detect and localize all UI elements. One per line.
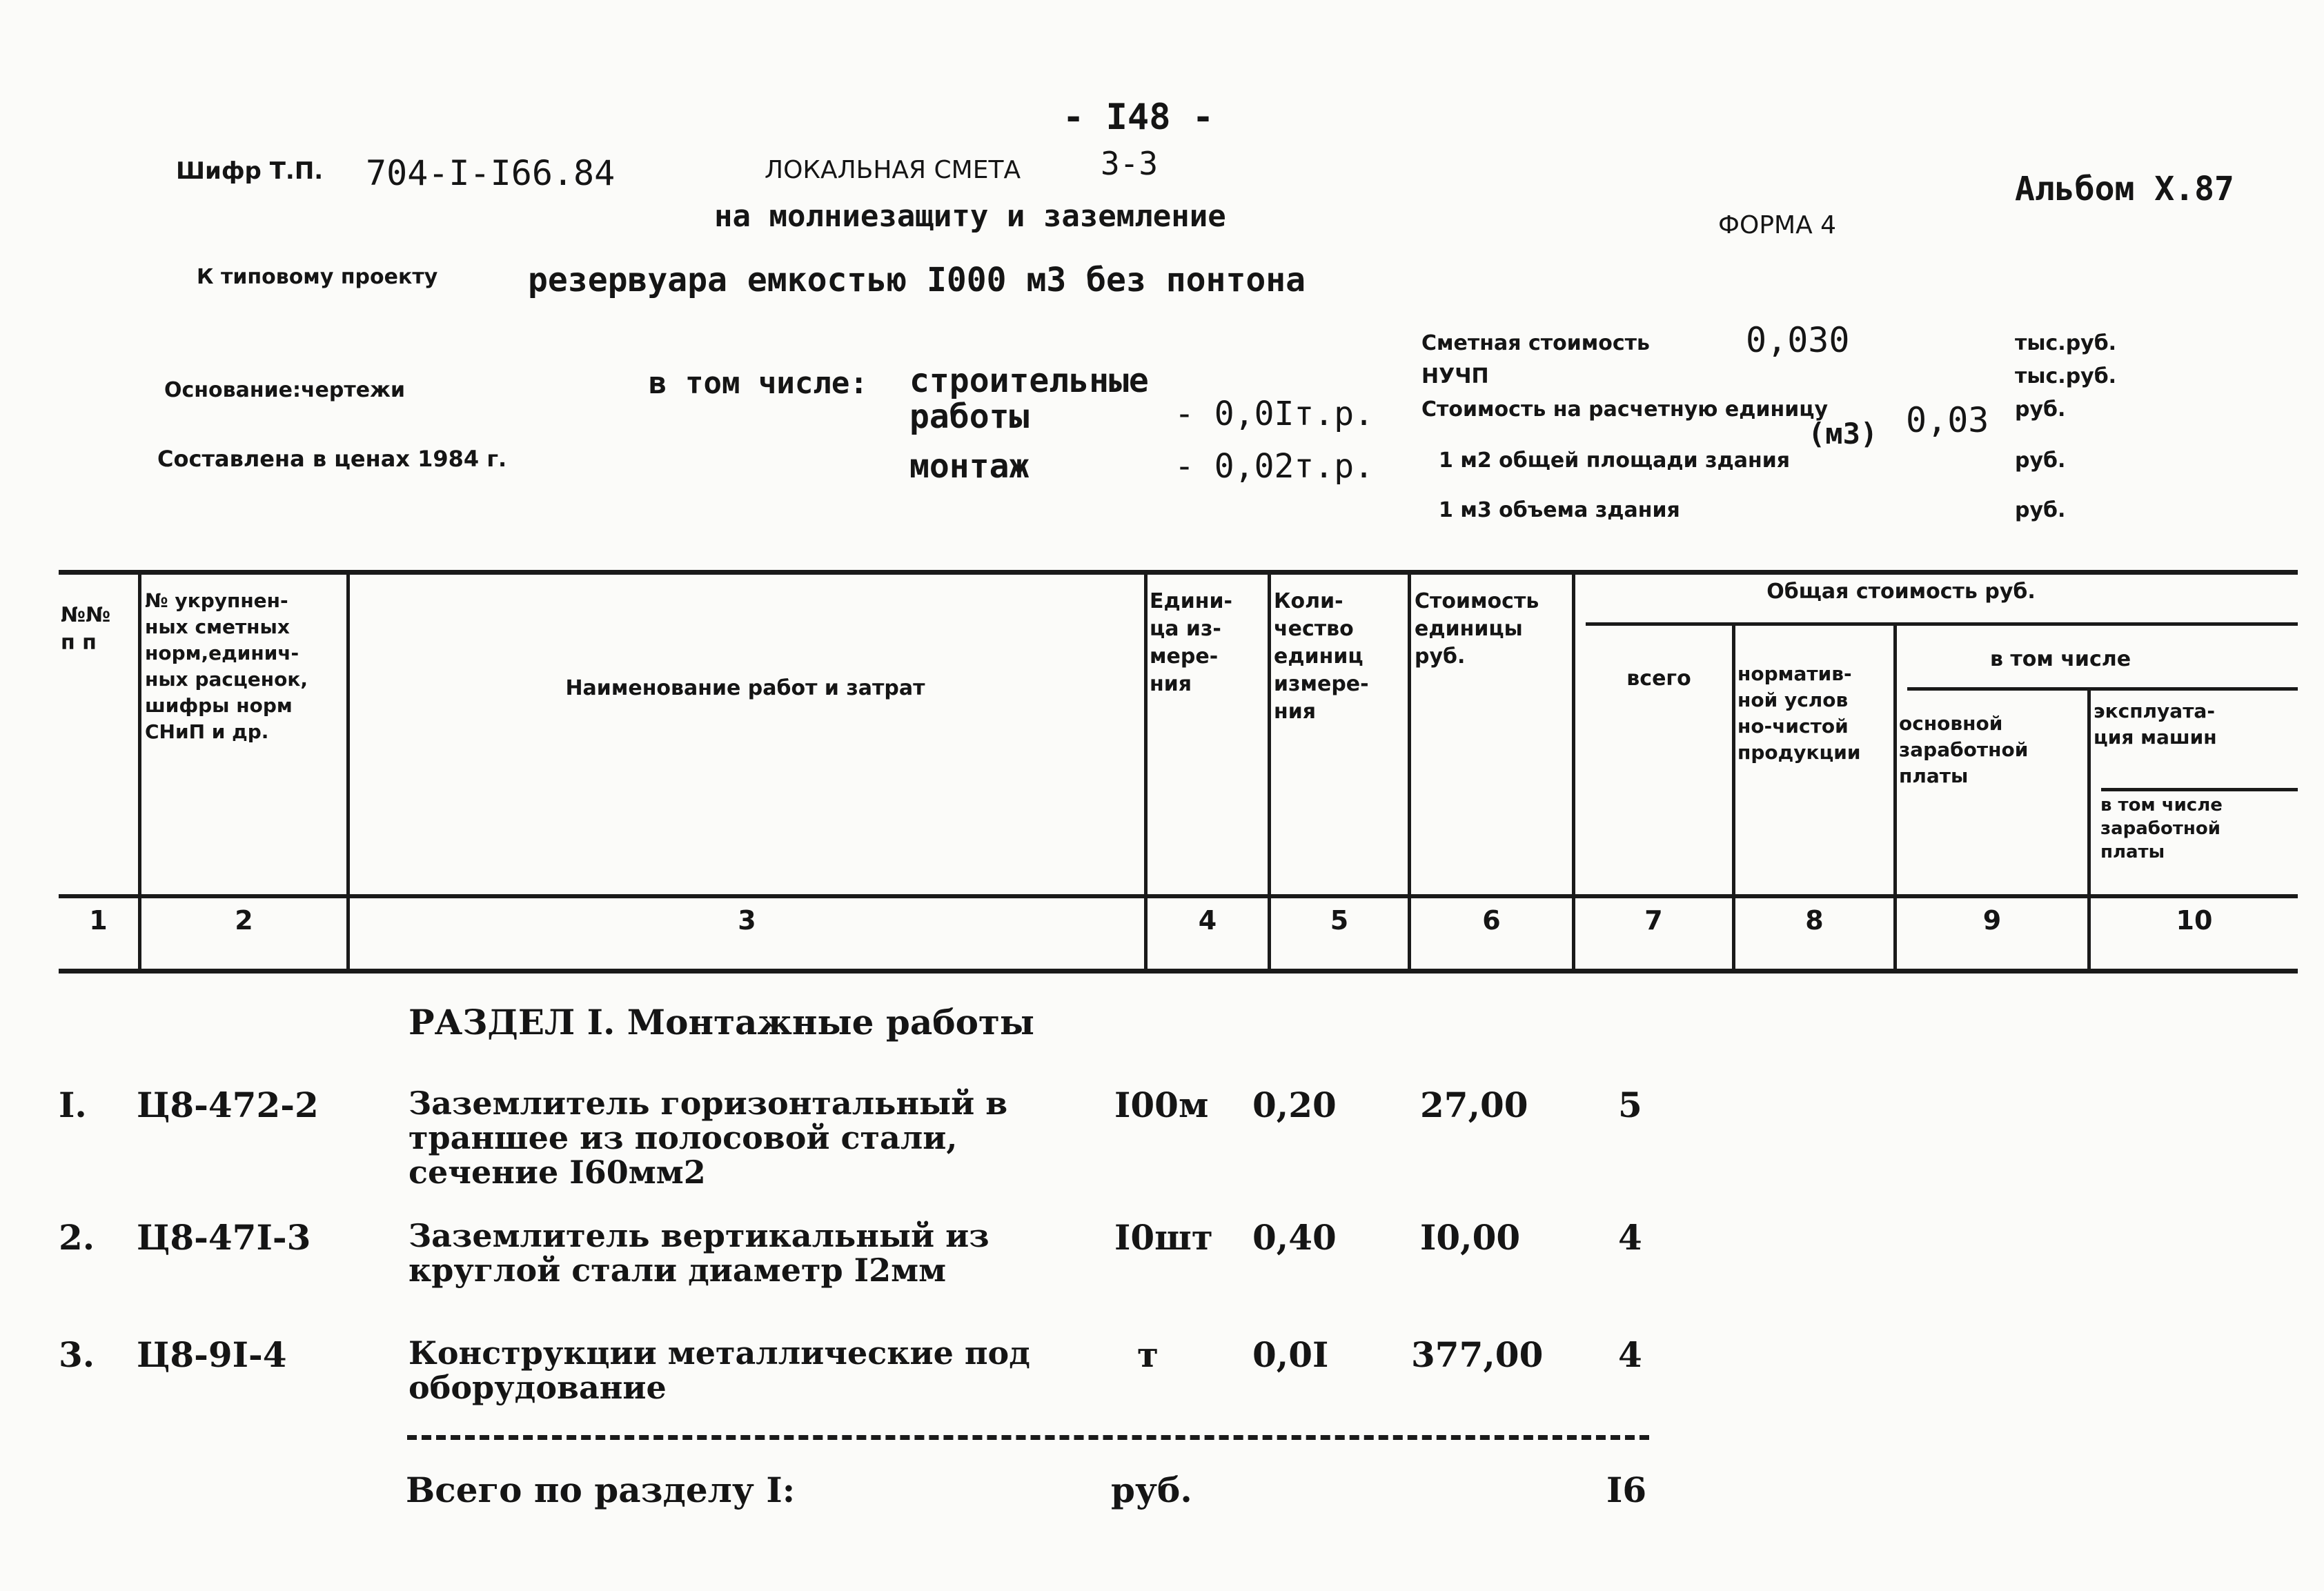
col-number-2: 2 bbox=[235, 905, 253, 936]
header-total-group: Общая стоимость руб. bbox=[1766, 580, 2036, 604]
row-unit-price: 27,00 bbox=[1420, 1085, 1528, 1125]
doc-type: ЛОКАЛЬНАЯ СМЕТА bbox=[765, 156, 1021, 184]
row-norm-code: Ц8-472-2 bbox=[137, 1085, 319, 1125]
col-number-3: 3 bbox=[738, 905, 756, 936]
montage-value: - 0,02т.р. bbox=[1174, 447, 1374, 486]
header-unit-price: Стоимость единицы руб. bbox=[1415, 589, 1539, 669]
construction-label: строительные работы bbox=[909, 362, 1149, 436]
header-work-name: Наименование работ и затрат bbox=[565, 676, 925, 700]
estimated-cost-label: Сметная стоимость bbox=[1421, 331, 1651, 355]
row-number: 3. bbox=[59, 1334, 95, 1375]
header-unit: Едини- ца из- мере- ния bbox=[1150, 589, 1232, 696]
unit-cost-unit: руб. bbox=[2015, 397, 2066, 422]
row-quantity: 0,20 bbox=[1252, 1085, 1337, 1125]
prices-label: Составлена в ценах 1984 г. bbox=[157, 446, 507, 472]
header-normative-product: норматив- ной услов но-чистой продукции bbox=[1737, 662, 1861, 764]
table-top-border bbox=[59, 570, 2298, 575]
estimate-subject: на молниезащиту и заземление bbox=[714, 199, 1226, 234]
row-total: 4 bbox=[1618, 1217, 1642, 1258]
section-title: РАЗДЕЛ I. Монтажные работы bbox=[408, 1002, 1035, 1042]
album-label: Альбом Х.87 bbox=[2015, 170, 2234, 208]
nuchp-unit: тыс.руб. bbox=[2015, 364, 2117, 388]
header-base-salary: основной заработной платы bbox=[1899, 712, 2029, 787]
form-label: ФОРМА 4 bbox=[1718, 211, 1837, 239]
col-number-4: 4 bbox=[1198, 905, 1217, 936]
row-unit-price: 377,00 bbox=[1411, 1334, 1544, 1375]
row-work-name: Заземлитель вертикальный из круглой стали диаметр I2мм bbox=[408, 1217, 989, 1289]
area-unit: руб. bbox=[2015, 448, 2066, 473]
header-norm-code: № укрупнен- ных сметных норм,единич- ных расценок, шифры норм СНиП и др. bbox=[145, 589, 308, 743]
section-dashed-divider bbox=[407, 1435, 1649, 1440]
row-number: 2. bbox=[59, 1217, 95, 1258]
unit-cost-value: 0,03 bbox=[1906, 400, 1989, 440]
numbers-bottom-border bbox=[59, 969, 2298, 974]
unit-cost-label: Стоимость на расчетную единицу bbox=[1421, 397, 1829, 422]
header-total-all: всего bbox=[1626, 666, 1691, 691]
row-number: I. bbox=[59, 1085, 87, 1125]
project-code: 704-I-I66.84 bbox=[366, 153, 616, 193]
col-number-1: 1 bbox=[89, 905, 108, 936]
volume-label: 1 м3 объема здания bbox=[1439, 498, 1680, 522]
machine-sub-divider bbox=[2101, 788, 2298, 791]
unit-cost-measure: (м3) bbox=[1808, 417, 1878, 451]
row-unit: I0шт bbox=[1114, 1217, 1213, 1258]
row-unit: I00м bbox=[1114, 1085, 1209, 1125]
nuchp-label: НУЧП bbox=[1421, 364, 1489, 388]
row-total: 4 bbox=[1618, 1334, 1642, 1375]
col-number-8: 8 bbox=[1805, 905, 1824, 936]
row-total: 5 bbox=[1618, 1085, 1642, 1125]
section-total-value: I6 bbox=[1606, 1470, 1647, 1510]
header-bottom-border bbox=[59, 894, 2298, 898]
total-group-divider bbox=[1586, 622, 2298, 626]
col-number-6: 6 bbox=[1482, 905, 1501, 936]
area-label: 1 м2 общей площади здания bbox=[1439, 448, 1791, 473]
row-norm-code: Ц8-47I-3 bbox=[137, 1217, 311, 1258]
including-label: в том числе: bbox=[649, 366, 868, 401]
col-number-10: 10 bbox=[2176, 905, 2213, 936]
row-norm-code: Ц8-9I-4 bbox=[137, 1334, 287, 1375]
project-name: резервуара емкостью I000 м3 без понтона bbox=[528, 261, 1306, 299]
header-machine-salary: в том числе заработной платы bbox=[2100, 795, 2223, 862]
col-number-5: 5 bbox=[1330, 905, 1349, 936]
estimated-cost-unit: тыс.руб. bbox=[2015, 331, 2117, 355]
incl-group-divider bbox=[1907, 687, 2298, 691]
row-quantity: 0,0I bbox=[1252, 1334, 1329, 1375]
page-number: - I48 - bbox=[1063, 97, 1214, 138]
header-including-group: в том числе bbox=[1989, 647, 2131, 671]
estimate-number: 3-3 bbox=[1101, 145, 1159, 182]
construction-value: - 0,0Iт.р. bbox=[1174, 395, 1374, 433]
volume-unit: руб. bbox=[2015, 498, 2066, 522]
montage-label: монтаж bbox=[909, 447, 1030, 486]
cipher-label: Шифр Т.П. bbox=[176, 157, 324, 185]
project-label: К типовому проекту bbox=[197, 265, 438, 289]
row-work-name: Заземлитель горизонтальный в траншее из полосовой стали, сечение I60мм2 bbox=[408, 1085, 1008, 1191]
section-total-unit: руб. bbox=[1111, 1470, 1192, 1510]
row-quantity: 0,40 bbox=[1252, 1217, 1337, 1258]
estimated-cost-value: 0,030 bbox=[1746, 320, 1850, 360]
header-row-number: №№ п п bbox=[61, 603, 111, 655]
basis-label: Основание:чертежи bbox=[164, 378, 405, 402]
col-number-9: 9 bbox=[1982, 905, 2002, 936]
col-number-7: 7 bbox=[1644, 905, 1663, 936]
row-work-name: Конструкции металлические под оборудование bbox=[408, 1334, 1030, 1406]
row-unit: т bbox=[1137, 1334, 1159, 1375]
header-quantity: Коли- чество единиц измере- ния bbox=[1274, 589, 1369, 724]
section-total-label: Всего по разделу I: bbox=[406, 1470, 796, 1510]
row-unit-price: I0,00 bbox=[1420, 1217, 1521, 1258]
header-machine-operation: эксплуата- ция машин bbox=[2094, 700, 2217, 749]
